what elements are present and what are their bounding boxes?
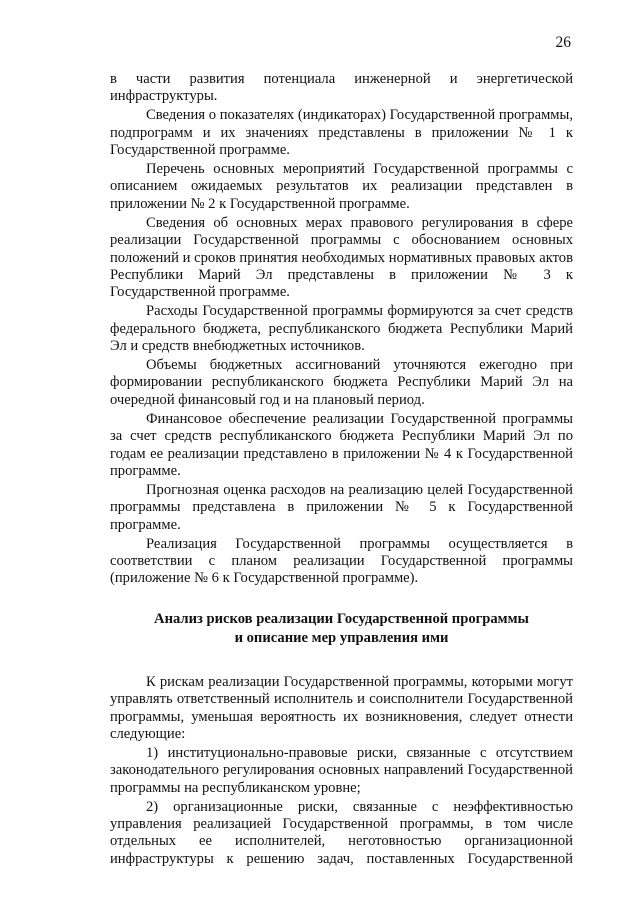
paragraph: Сведения о показателях (индикаторах) Государственной программы, подпрограмм и их значениях представлены в приложении № 1 к Государственной программе. — [110, 107, 573, 159]
paragraph: Прогнозная оценка расходов на реализацию целей Государственной программы представлена в приложении № 5 к Государственной программе. — [110, 481, 573, 533]
paragraph: 2) организационные риски, связанные с неэффективностью управления реализацией Государственной программы, в том числе отдельных ее исполнителей, неготовностью организационной инфраструктуры к решению задач, поставленных Государственной — [110, 798, 573, 867]
paragraph: Расходы Государственной программы формируются за счет средств федерального бюджета, республиканского бюджета Республики Марий Эл и средств внебюджетных источников. — [110, 303, 573, 355]
paragraph: Перечень основных мероприятий Государственной программы с описанием ожидаемых результатов их реализации представлен в приложении № 2 к Государственной программе. — [110, 161, 573, 212]
paragraph-group-top — [110, 71, 573, 588]
section-heading — [110, 610, 573, 648]
document-body — [110, 71, 573, 870]
paragraph: Объемы бюджетных ассигнований уточняются ежегодно при формировании республиканского бюджета Республики Марий Эл на очередной финансовый год и на плановый период. — [110, 357, 573, 408]
paragraph: в части развития потенциала инженерной и энергетической инфраструктуры. — [110, 71, 573, 105]
paragraph-group-bottom — [110, 674, 573, 868]
paragraph: 1) институционально-правовые риски, связанные с отсутствием законодательного регулирования основных направлений Государственной программы на республиканском уровне; — [110, 744, 573, 796]
paragraph: Реализация Государственной программы осуществляется в соответствии с планом реализации Государственной программы (приложение № 6 к Государственной программе). — [110, 535, 573, 587]
paragraph: Финансовое обеспечение реализации Государственной программы за счет средств республиканского бюджета Республики Марий Эл по годам ее реализации представлено в приложении № 4 к Государственной программе. — [110, 410, 573, 479]
paragraph: Сведения об основных мерах правового регулирования в сфере реализации Государственной программы с обоснованием основных положений и сроков принятия необходимых нормативных правовых актов Республики Марий Эл представлены в приложении № 3 к Государственной программе. — [110, 214, 573, 301]
page-number: 26 — [555, 34, 571, 51]
section-heading-line-1: Анализ рисков реализации Государственной программы — [154, 610, 529, 627]
section-heading-line-2: и описание мер управления ими — [234, 629, 449, 646]
paragraph: К рискам реализации Государственной программы, которыми могут управлять ответственный исполнитель и соисполнители Государственной программы, уменьшая вероятность их возникновения, следует отнести следующие: — [110, 673, 573, 742]
